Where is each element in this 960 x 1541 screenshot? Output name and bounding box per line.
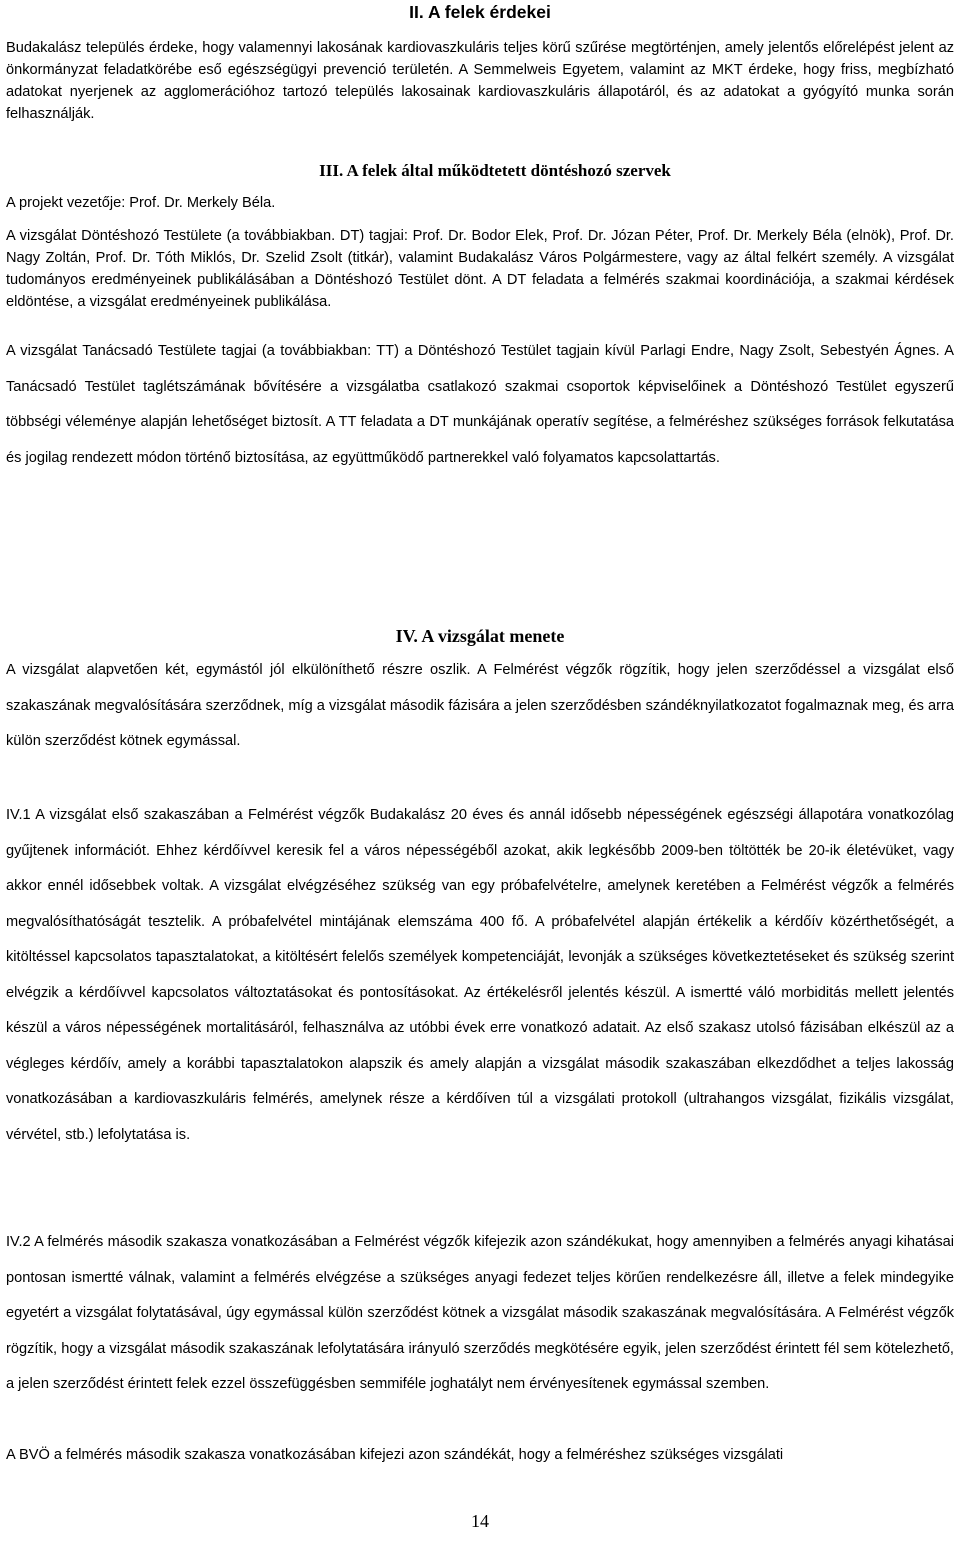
project-lead-line: A projekt vezetője: Prof. Dr. Merkely Béla. (6, 195, 276, 211)
iv1-paragraph: IV.1 A vizsgálat első szakaszában a Felmérést végzők Budakalász 20 éves és annál idősebb népességének egészségi állapotára vonatkozólag gyűjtenek információt. Ehhez kérdőívvel keresik fel a város népességéből azokat, akik legkésőbb 2009-ben töltötték be 20-ik életévüket, vagy akkor ennél idősebbek voltak. A vizsgálat elvégzéséhez szükség van egy próbafelvételre, amelynek keretében a Felmérést végzők a felmérés megvalósíthatóságát tesztelik. A próbafelvétel mintájának elemszáma 400 fő. A próbafelvétel alapján értékelik a kérdőív közérthetőségét, a kitöltéssel kapcsolatos tapasztalatokat, a kitöltésért felelős személyek kompetenciáját, levonják a szükséges következtetéseket és szükség szerint elvégzik a kérdőívvel kapcsolatos változtatásokat és pontosításokat. Az értékelésről jelentés készül. A ismertté váló morbiditás mellett jelentés készül a város népességének mortalitásáról, felhasználva az utóbbi évek erre vonatkozó adatait. Az első szakasz utolsó fázisában elkészül az a végleges kérdőív, amely a korábbi tapasztalatokon alapszik és amely alapján a vizsgálat második szakaszában elkezdődhet a teljes lakosság vonatkozásában a kardiovaszkuláris felmérés, amelynek része a kérdőíven túl a vizsgálati protokoll (ultrahangos vizsgálat, fizikális vizsgálat, vérvétel, stb.) lefolytatása is. (6, 807, 954, 1143)
bvo-paragraph: A BVÖ a felmérés második szakasza vonatkozásában kifejezi azon szándékát, hogy a felméréshez szükséges vizsgálati (6, 1447, 784, 1463)
tt-members-paragraph: A vizsgálat Tanácsadó Testülete tagjai (a továbbiakban: TT) a Döntéshozó Testület tagjain kívül Parlagi Endre, Nagy Zsolt, Sebestyén Ágnes. A Tanácsadó Testület taglétszámának bővítésére a vizsgálatba csatlakozó szakmai csoportok képviselőinek a Döntéshozó Testület egyszerű többségi véleménye alapján lehetőséget biztosít. A TT feladata a DT munkájának operatív segítése, a felméréshez szükséges források felkutatása és jogilag rendezett módon történő biztosítása, az együttműködő partnerekkel való folyamatos kapcsolattartás. (6, 343, 954, 466)
section-2-paragraph: Budakalász település érdeke, hogy valamennyi lakosának kardiovaszkuláris teljes körű szűrése megtörténjen, amely jelentős előrelépést jelent az önkormányzat feladatkörébe eső egészségügyi prevenció területén. A Semmelweis Egyetem, valamint az MKT érdeke, hogy friss, megbízható adatokat nyerjenek az agglomerációhoz tartozó település lakosainak kardiovaszkuláris állapotáról, és az adatokat a gyógyító munka során felhasználják. (6, 40, 954, 122)
iv2-paragraph: IV.2 A felmérés második szakasza vonatkozásában a Felmérést végzők kifejezik azon szándékukat, hogy amennyiben a felmérés anyagi kihatásai pontosan ismertté válnak, valamint a felmérés elvégzése a szükséges anyagi fedezet teljes körűen rendelkezésre áll, illetve a felek mindegyike egyetért a vizsgálat folytatásával, úgy egymással külön szerződést kötnek a vizsgálat második szakaszának megvalósítására. A Felmérést végzők rögzítik, hogy a vizsgálat második szakaszának lefolytatására irányuló szerződés megkötésére egyik, jelen szerződést érintett fél sem kötelezhető, a jelen szerződést érintett felek ezzel összefüggésben semmiféle joghatályt nem érvényesítenek egymással szemben. (6, 1234, 954, 1392)
section-2-heading: II. A felek érdekei (409, 2, 551, 22)
section-4-intro-paragraph: A vizsgálat alapvetően két, egymástól jól elkülöníthető részre oszlik. A Felmérést végzők rögzítik, hogy jelen szerződéssel a vizsgálat első szakaszának megvalósítására szerződnek, míg a vizsgálat második fázisára a jelen szerződésben szándéknyilatkozatot fogalmaznak meg, és arra külön szerződést kötnek egymással. (6, 662, 954, 749)
section-4-heading: IV. A vizsgálat menete (395, 626, 565, 646)
dt-members-paragraph: A vizsgálat Döntéshozó Testülete (a továbbiakban. DT) tagjai: Prof. Dr. Bodor Elek, Prof. Dr. Józan Péter, Prof. Dr. Merkely Béla (elnök), Prof. Dr. Nagy Zoltán, Prof. Dr. Tóth Miklós, Dr. Szelid Zsolt (titkár), valamint Budakalász Város Polgármestere, vagy az által felkért személy. A vizsgálat tudományos eredményeinek publikálásában a Döntéshozó Testület dönt. A DT feladata a felmérés szakmai koordinációja, a szakmai kérdések eldöntése, a vizsgálat eredményeinek publikálása. (6, 228, 954, 310)
page-number: 14 (471, 1511, 489, 1531)
section-3-heading: III. A felek által működtetett döntéshozó szervek (319, 161, 671, 180)
